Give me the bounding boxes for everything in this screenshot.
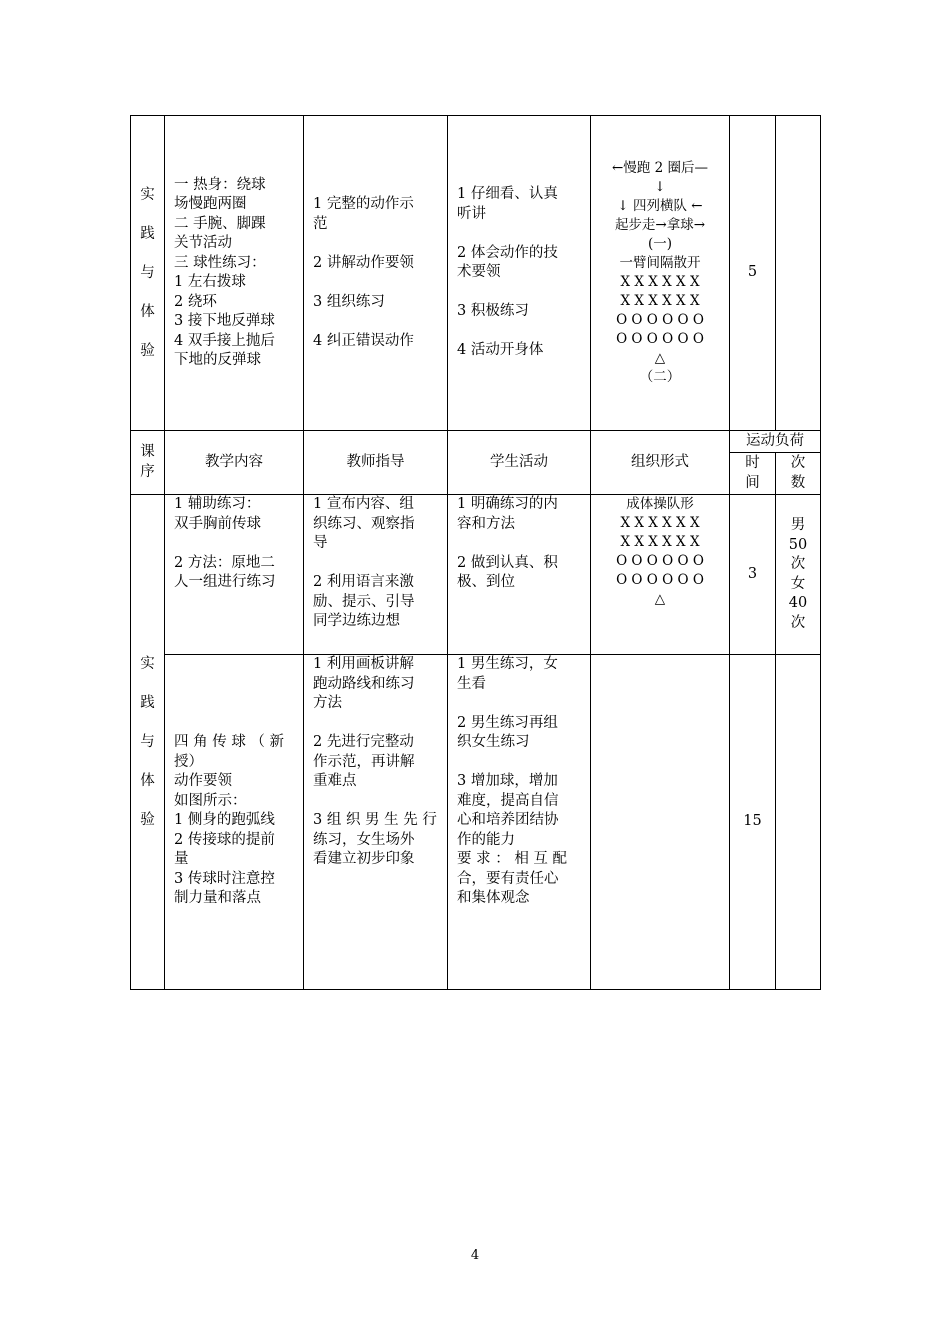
header-student: 学生活动 — [448, 431, 591, 495]
organization-diagram: 成体操队形 X X X X X X X X X X X X O O O O O O O O O O O O △ — [616, 496, 704, 607]
header-count: 次 数 — [776, 453, 821, 495]
time-cell: 5 — [730, 116, 776, 431]
header-row — [131, 431, 821, 453]
header-content: 教学内容 — [165, 431, 304, 495]
organization-cell — [591, 655, 730, 990]
content-cell: 一 热身：绕球 场慢跑两圈 二 手腕、脚踝 关节活动 三 球性练习： 1 左右拨球 2 绕环 3 接下地反弹球 4 双手接上抛后 下地的反弹球 — [174, 176, 275, 368]
table-row — [131, 116, 821, 431]
header-load: 运动负荷 — [730, 431, 821, 453]
teacher-cell: 1 宣布内容、组 织练习、观察指 导 2 利用语言来激 励、提示、引导 同学边练边想 — [313, 496, 415, 629]
student-cell: 1 明确练习的内 容和方法 2 做到认真、积 极、到位 — [457, 496, 558, 590]
time-cell: 15 — [730, 655, 776, 990]
table-row — [131, 655, 821, 990]
section-label: 实 践 与 体 验 — [131, 116, 165, 431]
content-cell: 1 辅助练习： 双手胸前传球 2 方法：原地二 人一组进行练习 — [174, 496, 276, 590]
teacher-cell: 1 完整的动作示 范 2 讲解动作要领 3 组织练习 4 纠正错误动作 — [313, 196, 414, 349]
student-cell: 1 男生练习，女 生看 2 男生练习再组 织女生练习 3 增加球，增加 难度，提高自信 心和培养团结协 作的能力 要 求 ： 相 互 配 合，要有责任心 和集体观念 — [457, 656, 568, 906]
count-cell — [776, 116, 821, 431]
organization-diagram: ←慢跑 2 圈后— ↓ ↓ 四列横队 ← 起步走→拿球→ (一) 一臂间隔散开 X X X X X X X X X X X X O O O O O O O O O O O O △ （二） — [612, 160, 708, 385]
time-cell: 3 — [730, 495, 776, 655]
content-cell: 四 角 传 球 （ 新 授） 动作要领 如图所示： 1 侧身的跑弧线 2 传接球的提前 量 3 传球时注意控 制力量和落点 — [174, 734, 285, 906]
header-teacher: 教师指导 — [304, 431, 448, 495]
lesson-plan-table — [130, 115, 821, 990]
student-cell: 1 仔细看、认真 听讲 2 体会动作的技 术要领 3 积极练习 4 活动开身体 — [457, 186, 558, 359]
section-label: 实 践 与 体 验 — [131, 495, 165, 990]
page-number: 4 — [470, 1248, 480, 1263]
table-row — [131, 495, 821, 655]
teacher-cell: 1 利用画板讲解 跑动路线和练习 方法 2 先进行完整动 作示范，再讲解 重难点 3 组 织 男 生 先 行 练习，女生场外 看建立初步印象 — [313, 656, 437, 867]
header-order: 课 序 — [131, 431, 165, 495]
header-organization: 组织形式 — [591, 431, 730, 495]
count-cell: 男 50 次 女 40 次 — [776, 495, 821, 655]
count-cell — [776, 655, 821, 990]
header-time: 时 间 — [730, 453, 776, 495]
